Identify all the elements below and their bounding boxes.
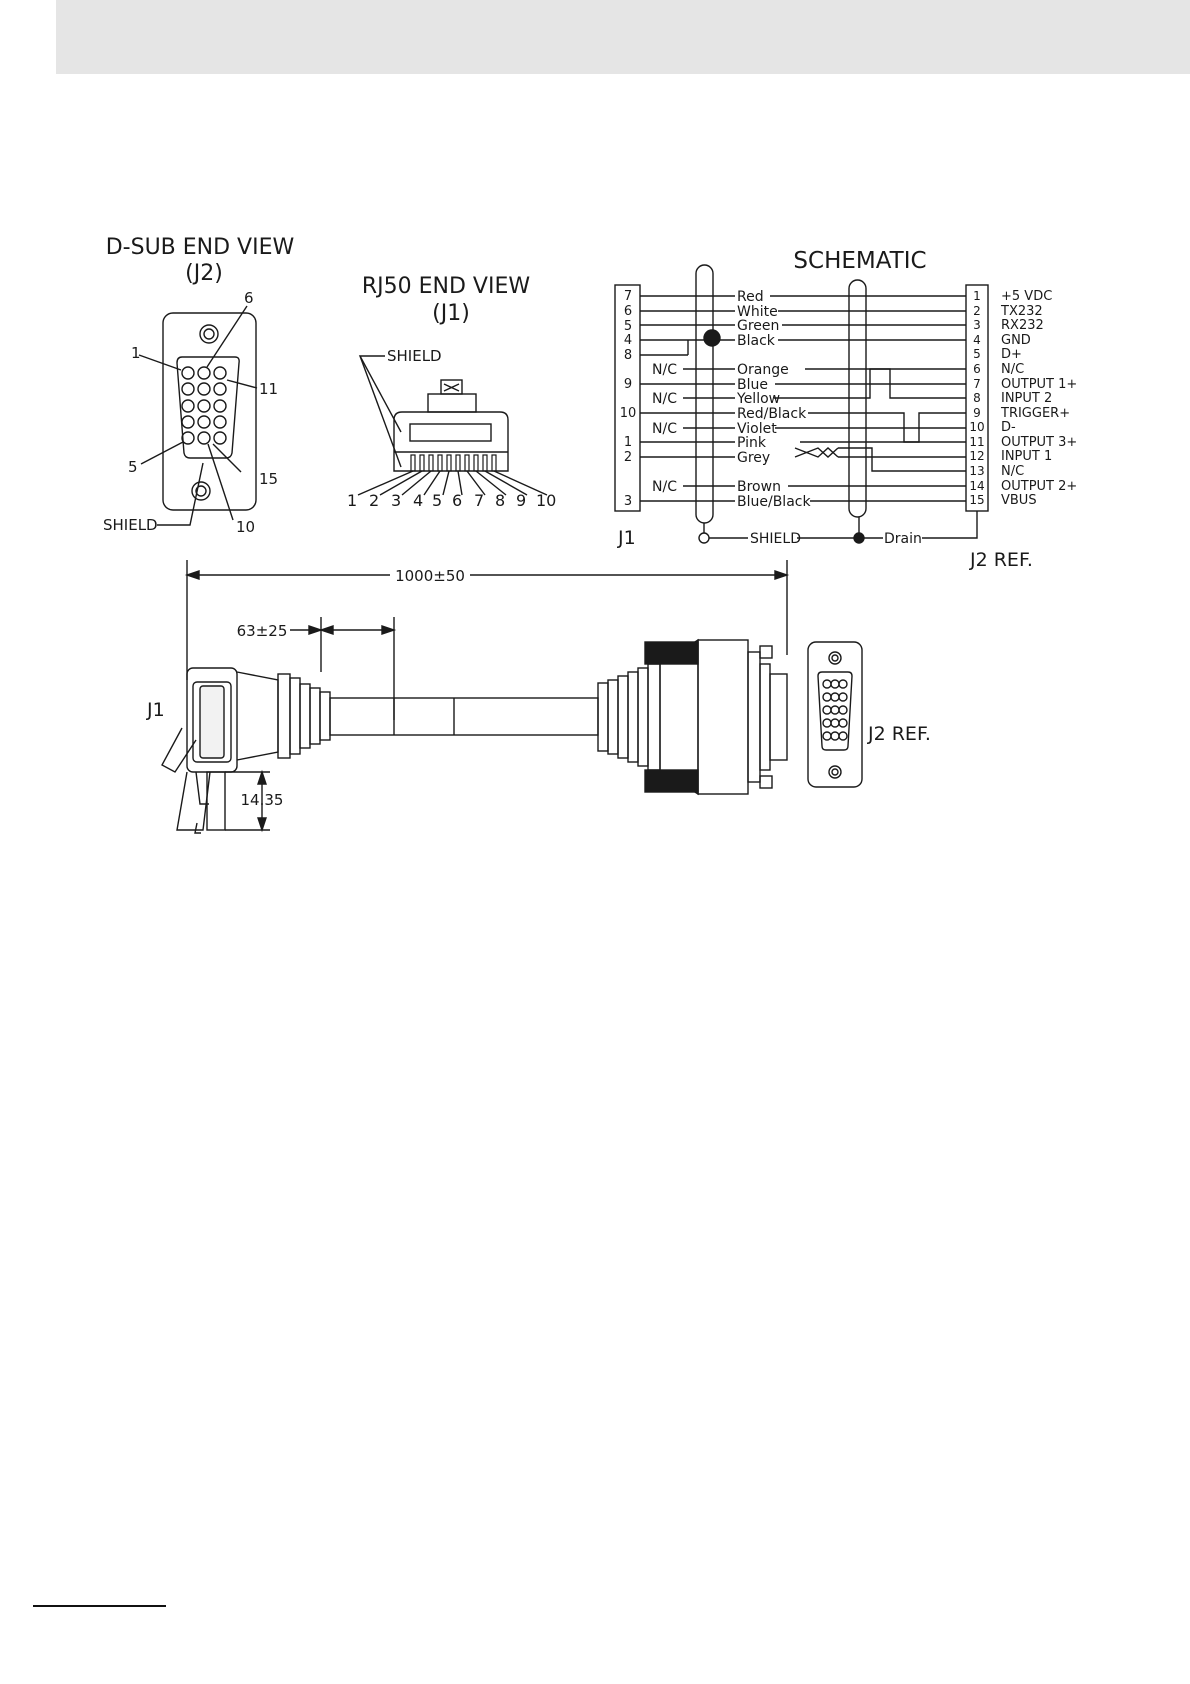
j2-signal-name: D+	[1001, 347, 1022, 362]
drain-label: Drain	[884, 531, 922, 547]
j2-pin-number: 5	[973, 347, 981, 361]
dsub-pins	[182, 367, 226, 444]
j2-signal-name: OUTPUT 2+	[1001, 479, 1078, 494]
wire-color-label: Brown	[737, 479, 781, 495]
j1-label: J1	[618, 527, 636, 549]
j2-pin-number: 1	[973, 289, 981, 303]
j2-ref-connector-label: J2 REF.	[868, 723, 931, 745]
shield-label: SHIELD	[750, 531, 801, 547]
j1-pin-number: 4	[623, 333, 633, 348]
j2-signal-name: VBUS	[1001, 493, 1037, 508]
j2-ref-label: J2 REF.	[970, 549, 1033, 571]
length-dimension: 1000±50	[395, 567, 465, 585]
j2-signal-name: N/C	[1001, 464, 1025, 479]
dsub-screw-top	[200, 325, 218, 343]
j1-boot	[278, 674, 290, 758]
j2-pin-number: 10	[969, 420, 985, 434]
rj50-latch	[428, 394, 476, 412]
j2-signal-name: N/C	[1001, 362, 1025, 377]
dsub-shield-label: SHIELD	[103, 516, 158, 534]
jackscrew-bottom	[645, 770, 698, 792]
wire-color-label: Violet	[737, 421, 777, 437]
nc-label: N/C	[652, 479, 677, 495]
shield-capsule	[696, 265, 713, 523]
rj50-end-view	[347, 274, 556, 510]
j2-pin-number: 12	[969, 449, 985, 463]
j2-pin-number: 11	[969, 435, 985, 449]
j2-pin-number: 3	[973, 318, 981, 332]
jackscrew-top	[645, 642, 698, 664]
j2-signal-name: GND	[1001, 333, 1031, 348]
j2-signal-name: TRIGGER+	[1001, 406, 1071, 421]
j2-signal-name: OUTPUT 3+	[1001, 435, 1078, 450]
j2-signal-name: RX232	[1001, 318, 1044, 333]
j2-pin-number: 13	[969, 464, 985, 478]
j1-pin-number: 6	[623, 304, 633, 319]
j2-pin-number: 9	[973, 406, 981, 420]
nc-label: N/C	[652, 421, 677, 437]
rj50-pin-number: 7	[474, 491, 485, 510]
j2-pin-number: 6	[973, 362, 981, 376]
j1-pin-number: 1	[623, 435, 633, 450]
j1-pin-number: 2	[623, 450, 633, 465]
shield-node	[699, 533, 709, 543]
j2-pin-number: 15	[969, 493, 985, 507]
schematic	[615, 248, 1077, 571]
rj50-pin-number: 2	[369, 491, 380, 510]
j2-pin-number: 4	[973, 333, 981, 347]
wire-color-label: Grey	[737, 450, 771, 466]
wire-color-label: Green	[737, 318, 780, 334]
footer-rule	[33, 1605, 166, 1607]
j2-pin-number: 2	[973, 304, 981, 318]
j2-face-reference	[808, 642, 862, 787]
j1-pin-number: 7	[623, 289, 633, 304]
rj50-pin-number: 5	[432, 491, 443, 510]
rj50-subtitle: (J1)	[432, 301, 470, 326]
j2-pin-number: 8	[973, 391, 981, 405]
cable-side-view	[146, 560, 931, 833]
height-dimension: 14.35	[240, 791, 284, 809]
dsub-pin-label-1: 1	[131, 344, 141, 362]
rj50-contacts	[411, 455, 496, 471]
j1-pin-number: 8	[623, 348, 633, 363]
wire-color-label: White	[737, 304, 778, 320]
j1-pin-number: 10	[619, 406, 637, 421]
black-splice-node	[704, 330, 720, 346]
wire-color-label: Pink	[737, 435, 767, 451]
rj50-pin-number: 1	[347, 491, 358, 510]
schematic-title: SCHEMATIC	[793, 248, 927, 274]
dsub-screw-bottom	[192, 482, 210, 500]
wire-color-label: Red/Black	[737, 406, 807, 422]
j2-pin-number: 7	[973, 377, 981, 391]
rj50-pin-number: 4	[413, 491, 424, 510]
rj50-pin-number: 6	[452, 491, 463, 510]
j2-backshell	[598, 640, 787, 794]
dsub-title: D-SUB END VIEW	[105, 235, 295, 260]
cable-jacket	[330, 698, 598, 735]
rj50-pin-number: 10	[536, 491, 557, 510]
rj50-pin-number: 8	[495, 491, 506, 510]
j2-signal-name: INPUT 1	[1001, 449, 1053, 464]
j2-signal-name: +5 VDC	[1001, 289, 1053, 304]
j2-signal-name: D-	[1001, 420, 1016, 435]
rj50-pin-number: 9	[516, 491, 527, 510]
wire-color-label: Red	[737, 289, 764, 305]
wire-color-label: Blue/Black	[737, 494, 811, 510]
nc-label: N/C	[652, 362, 677, 378]
dsub-pin-label-10: 10	[236, 518, 256, 536]
j1-connector-label: J1	[147, 699, 165, 721]
rj50-title: RJ50 END VIEW	[361, 274, 531, 299]
j2-pin-number: 14	[969, 479, 985, 493]
wire-color-label: Blue	[737, 377, 768, 393]
j2-signal-name: INPUT 2	[1001, 391, 1053, 406]
dsub-pin-label-6: 6	[244, 289, 254, 307]
rj50-shield-label: SHIELD	[387, 347, 442, 365]
dsub-pin-label-5: 5	[128, 458, 138, 476]
j2-signal-name: OUTPUT 1+	[1001, 377, 1078, 392]
j1-pin-number: 3	[623, 494, 633, 509]
wire-color-label: Orange	[737, 362, 789, 378]
wire-color-label: Black	[737, 333, 775, 349]
dsub-pin-label-15: 15	[259, 470, 279, 488]
boot-dimension: 63±25	[236, 622, 288, 640]
wire-color-label: Yellow	[737, 391, 781, 407]
dsub-end-view	[103, 235, 295, 536]
j1-pin-number: 5	[623, 319, 633, 334]
rj50-pin-number: 3	[391, 491, 402, 510]
dsub-pin-label-11: 11	[259, 380, 279, 398]
j2-signal-name: TX232	[1001, 304, 1043, 319]
nc-label: N/C	[652, 391, 677, 407]
schematic-wires	[640, 296, 966, 501]
j1-pin-number: 9	[623, 377, 633, 392]
dsub-subtitle: (J2)	[185, 261, 223, 286]
